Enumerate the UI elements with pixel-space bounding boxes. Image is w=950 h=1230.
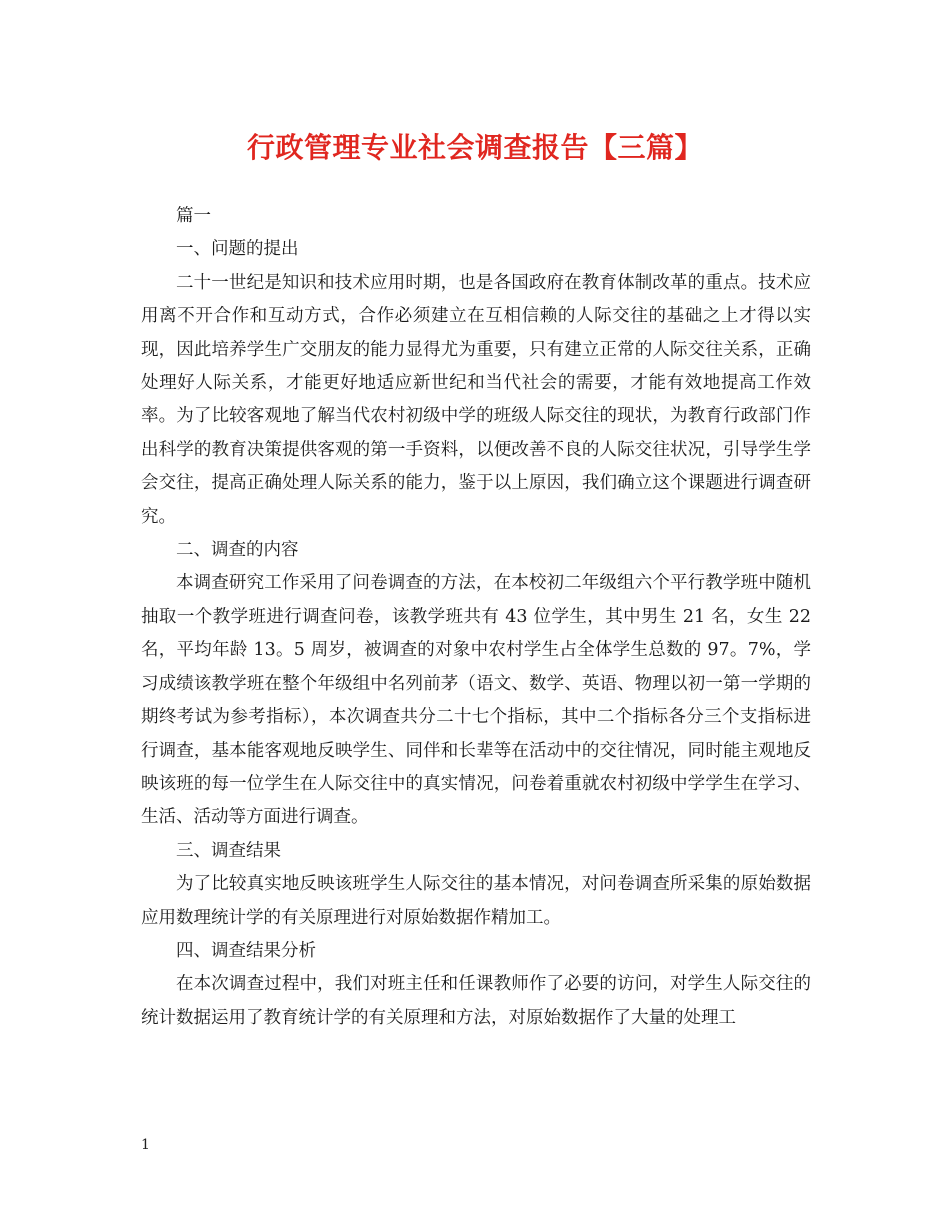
document-body [141, 200, 811, 1035]
paragraph-results: 为了比较真实地反映该班学生人际交往的基本情况，对问卷调查所采集的原始数据应用数理统计学的有关原理进行对原始数据作精加工。 [141, 874, 811, 928]
paragraph-content: 本调查研究工作采用了问卷调查的方法，在本校初二年级组六个平行教学班中随机抽取一个教学班进行调查问卷，该教学班共有 43 位学生，其中男生 21 名，女生 22 名，平均年龄 13。5 周岁，被调查的对象中农村学生占全体学生总数的 97。7%，学习成绩该教学班在整个年级组中名列前茅（语文、数学、英语、物理以初一第一学期的期终考试为参考指标），本次调查共分二十七个指标，其中二个指标各分三个支指标进行调查，基本能客观地反映学生、同伴和长辈等在活动中的交往情况，同时能主观地反映该班的每一位学生在人际交往中的真实情况，问卷着重就农村初级中学学生在学习、生活、活动等方面进行调查。 [141, 573, 811, 828]
paragraph-analysis: 在本次调查过程中，我们对班主任和任课教师作了必要的访问，对学生人际交往的统计数据运用了教育统计学的有关原理和方法，对原始数据作了大量的处理工 [141, 974, 811, 1028]
paragraph-problem: 二十一世纪是知识和技术应用时期，也是各国政府在教育体制改革的重点。技术应用离不开合作和互动方式，合作必须建立在互相信赖的人际交往的基础之上才得以实现，因此培养学生广交朋友的能力显得尤为重要，只有建立正常的人际交往关系，正确处理好人际关系，才能更好地适应新世纪和当代社会的需要，才能有效地提高工作效率。为了比较客观地了解当代农村初级中学的班级人际交往的现状，为教育行政部门作出科学的教育决策提供客观的第一手资料，以便改善不良的人际交往状况，引导学生学会交往，提高正确处理人际关系的能力，鉴于以上原因，我们确立这个课题进行调查研究。 [141, 272, 811, 527]
section-label: 篇一 [176, 206, 211, 226]
heading-results: 三、调查结果 [176, 840, 281, 861]
document-title: 行政管理专业社会调查报告【三篇】 [246, 131, 703, 164]
page-number: 1 [141, 1137, 150, 1153]
heading-analysis: 四、调查结果分析 [176, 940, 316, 961]
heading-content: 二、调查的内容 [176, 540, 299, 561]
heading-problem: 一、问题的提出 [176, 239, 299, 260]
